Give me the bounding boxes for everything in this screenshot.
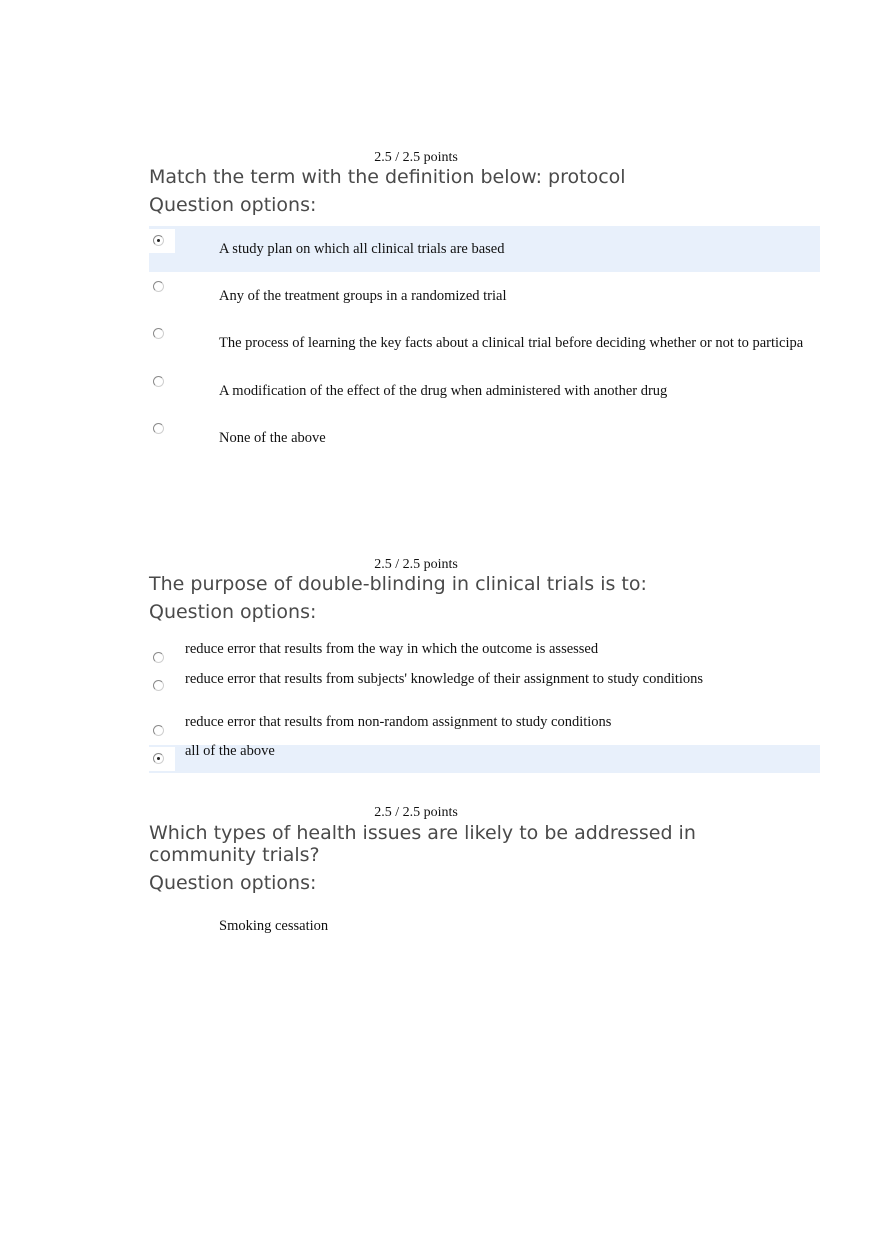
option-label: Smoking cessation xyxy=(219,918,329,934)
question-1-score: 2.5 / 2.5 points xyxy=(374,150,458,165)
question-2-option-2[interactable] xyxy=(149,670,820,698)
question-3-score: 2.5 / 2.5 points xyxy=(374,805,458,820)
option-label: A study plan on which all clinical trials are based xyxy=(219,241,505,257)
radio-icon[interactable] xyxy=(153,376,164,387)
question-1-option-3[interactable] xyxy=(149,320,820,366)
question-1-text: Match the term with the definition below: protocol xyxy=(149,166,626,188)
radio-selected-icon[interactable] xyxy=(153,753,164,764)
question-2-options-label: Question options: xyxy=(149,601,317,623)
question-1-options-label: Question options: xyxy=(149,194,317,216)
radio-icon[interactable] xyxy=(153,281,164,292)
radio-icon[interactable] xyxy=(153,652,164,663)
option-label: reduce error that results from subjects' knowledge of their assignment to study conditions xyxy=(185,671,704,687)
radio-icon[interactable] xyxy=(153,423,164,434)
option-label: A modification of the effect of the drug when administered with another drug xyxy=(219,383,668,399)
option-label: reduce error that results from non-random assignment to study conditions xyxy=(185,714,612,730)
option-label: reduce error that results from the way in which the outcome is assessed xyxy=(185,641,599,657)
question-1-option-1[interactable] xyxy=(149,226,820,272)
question-2-option-1[interactable] xyxy=(149,640,820,668)
question-1-option-5[interactable] xyxy=(149,415,820,461)
question-1-option-2[interactable] xyxy=(149,273,820,319)
radio-icon[interactable] xyxy=(153,680,164,691)
option-label: Any of the treatment groups in a randomized trial xyxy=(219,288,507,304)
option-label: The process of learning the key facts about a clinical trial before deciding whether or not to participa xyxy=(219,335,804,351)
radio-icon[interactable] xyxy=(153,725,164,736)
question-2-score: 2.5 / 2.5 points xyxy=(374,557,458,572)
question-3-option-1[interactable] xyxy=(149,905,820,945)
question-2-text: The purpose of double-blinding in clinical trials is to: xyxy=(149,573,647,595)
radio-icon[interactable] xyxy=(153,328,164,339)
option-label: all of the above xyxy=(185,743,275,759)
question-1-option-4[interactable] xyxy=(149,368,820,414)
question-2-option-4[interactable] xyxy=(149,745,820,773)
question-3-text: Which types of health issues are likely to be addressed in community trials? xyxy=(149,822,696,866)
radio-selected-icon[interactable] xyxy=(153,235,164,246)
question-2-option-3[interactable] xyxy=(149,713,820,741)
question-3-options-label: Question options: xyxy=(149,872,317,894)
option-label: None of the above xyxy=(219,430,326,446)
